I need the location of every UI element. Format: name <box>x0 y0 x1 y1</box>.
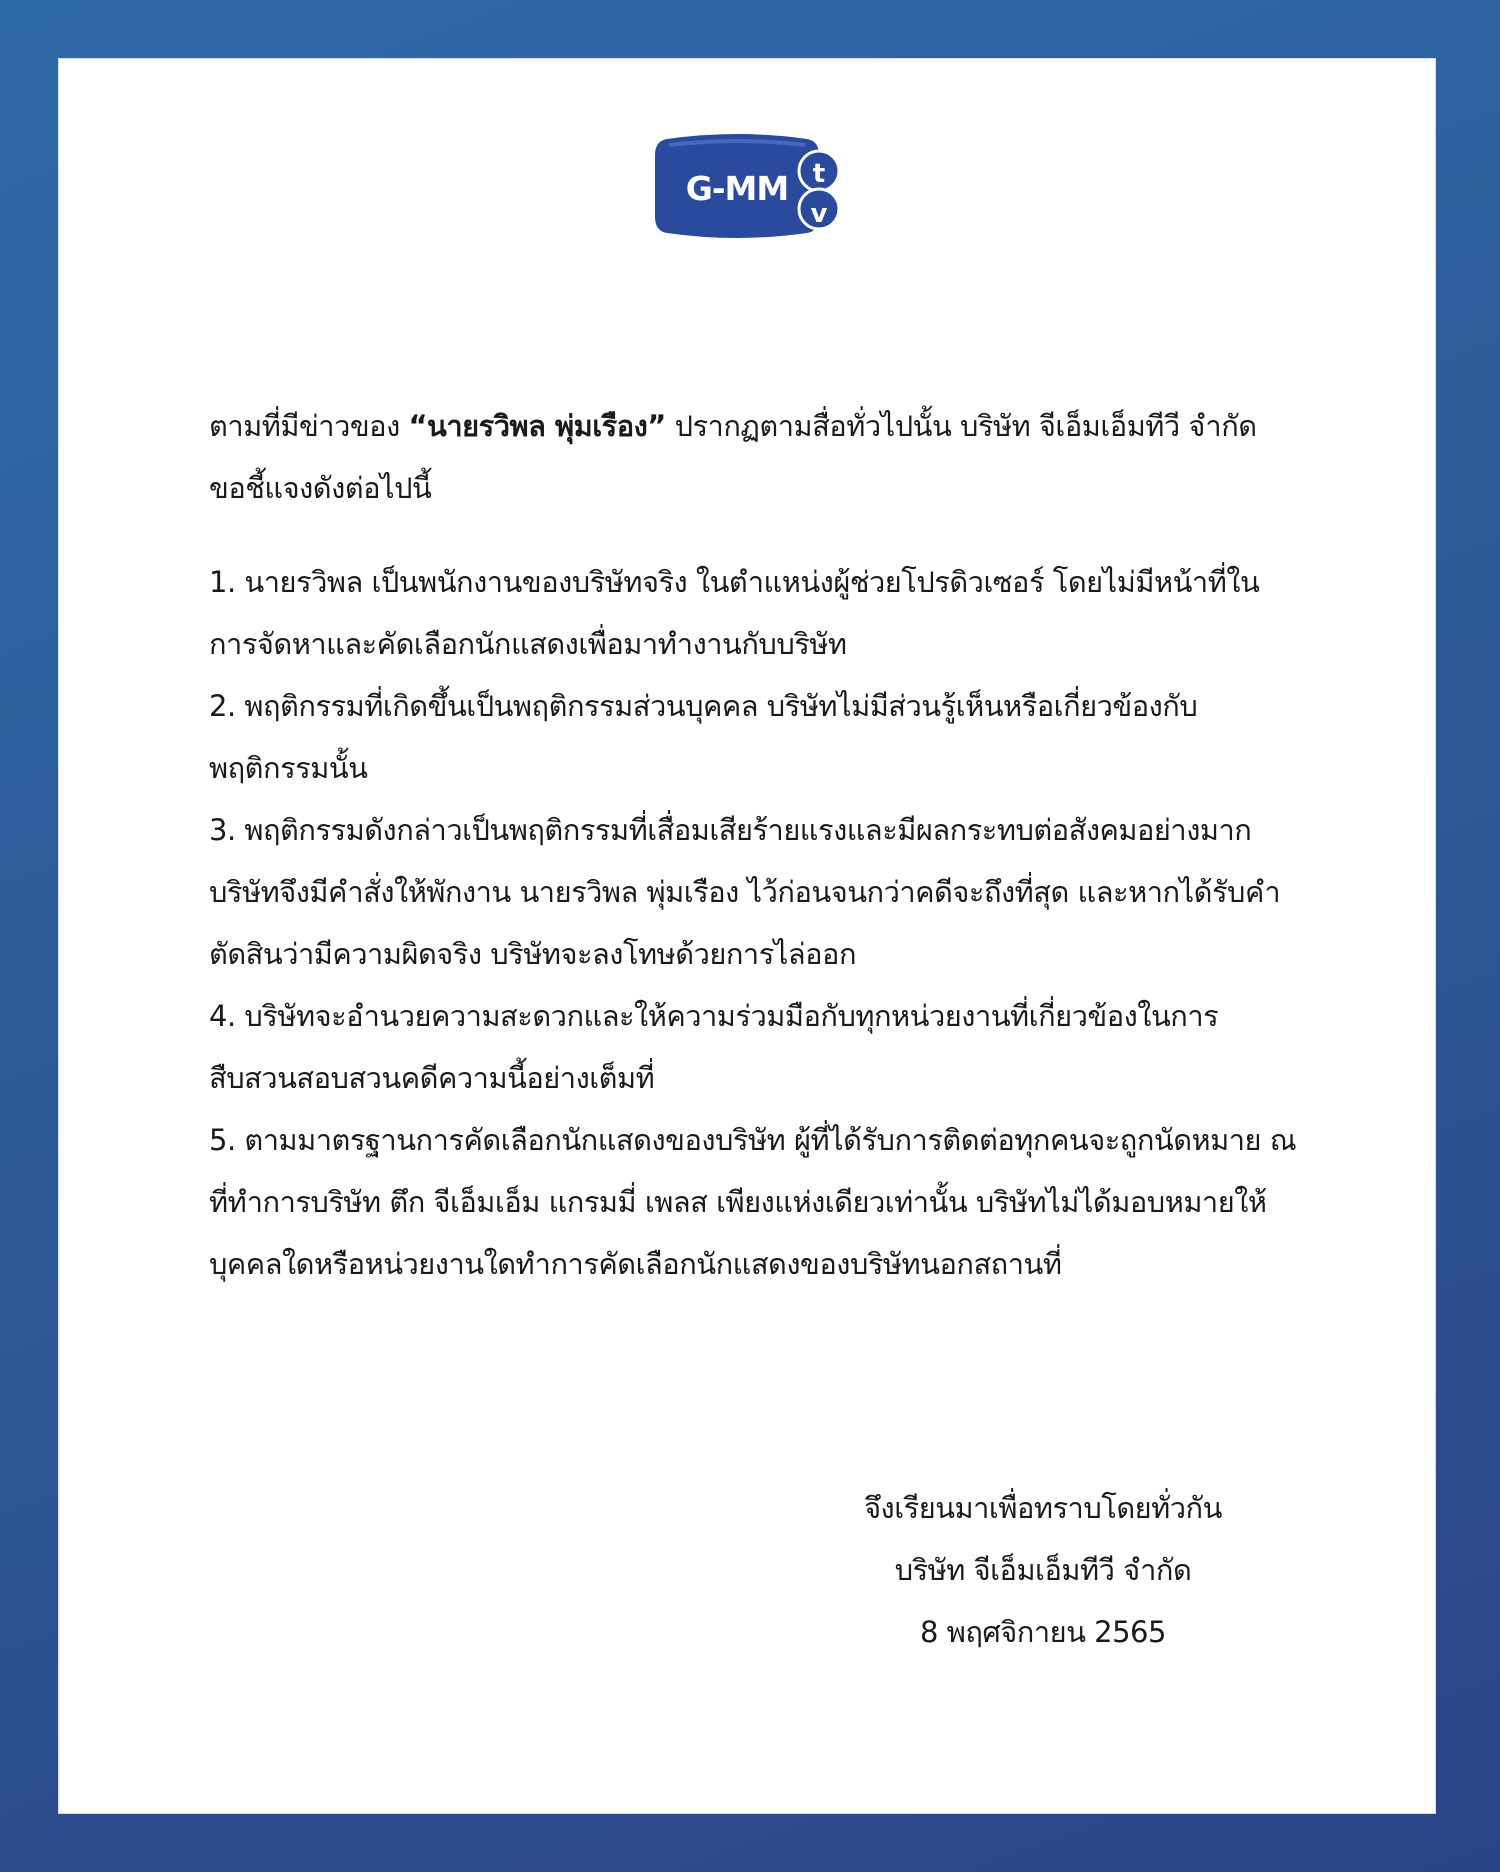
intro-before: ตามที่มีข่าวของ <box>209 409 409 443</box>
point-3: 3. พฤติกรรมดังกล่าวเป็นพฤติกรรมที่เสื่อมเสียร้ายแรงและมีผลกระทบต่อสังคมอย่างมาก บริษัทจึงมีคำสั่งให้พักงาน นายรวิพล พุ่มเรือง ไว้ก่อนจนกว่าคดีจะถึงที่สุด และหากได้รับคำตัดสินว่ามีความผิดจริง บริษัทจะลงโทษด้วยการไล่ออก <box>209 813 1281 971</box>
logo-tv-letters: tv <box>804 159 834 239</box>
intro-name: “นายรวิพล พุ่มเรือง” <box>408 409 666 443</box>
statement-body <box>209 395 1299 1295</box>
gmmtv-logo <box>647 131 847 251</box>
point-1: 1. นายรวิพล เป็นพนักงานของบริษัทจริง ในตำแหน่งผู้ช่วยโปรดิวเซอร์ โดยไม่มีหน้าที่ในการจัดหาและคัดเลือกนักแสดงเพื่อมาทำงานกับบริษัท <box>209 565 1260 661</box>
intro-paragraph <box>209 395 1299 519</box>
signature-closing: จึงเรียนมาเพื่อทราบโดยทั่วกัน <box>864 1491 1222 1525</box>
signature-date: 8 พฤศจิกายน 2565 <box>920 1615 1166 1649</box>
logo-brand-text: G-MM <box>685 169 789 208</box>
signature-block <box>793 1477 1293 1663</box>
intro-after: ปรากฏตามสื่อทั่วไปนั้น บริษัท จีเอ็มเอ็มทีวี จำกัด ขอชี้แจงดังต่อไปนี้ <box>209 409 1257 505</box>
point-4: 4. บริษัทจะอำนวยความสะดวกและให้ความร่วมมือกับทุกหน่วยงานที่เกี่ยวข้องในการสืบสวนสอบสวนคดีความนี้อย่างเต็มที่ <box>209 999 1219 1095</box>
statement-paper <box>58 58 1436 1814</box>
logo-area <box>59 131 1435 261</box>
signature-company: บริษัท จีเอ็มเอ็มทีวี จำกัด <box>894 1553 1192 1587</box>
point-5: 5. ตามมาตรฐานการคัดเลือกนักแสดงของบริษัท ผู้ที่ได้รับการติดต่อทุกคนจะถูกนัดหมาย ณ ที่ทำการบริษัท ตึก จีเอ็มเอ็ม แกรมมี่ เพลส เพียงแห่งเดียวเท่านั้น บริษัทไม่ได้มอบหมายให้บุคคลใดหรือหน่วยงานใดทำการคัดเลือกนักแสดงของบริษัทนอกสถานที่ <box>209 1123 1297 1281</box>
point-2: 2. พฤติกรรมที่เกิดขึ้นเป็นพฤติกรรมส่วนบุคคล บริษัทไม่มีส่วนรู้เห็นหรือเกี่ยวข้องกับพฤติกรรมนั้น <box>209 689 1198 785</box>
logo-tv-text <box>797 159 841 239</box>
